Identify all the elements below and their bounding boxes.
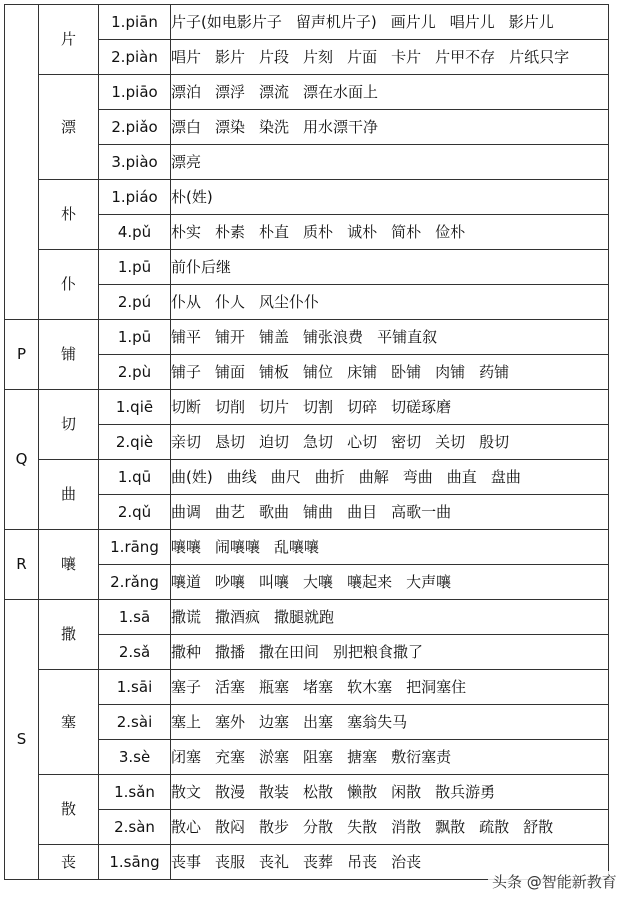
example-word: 漂染 (215, 117, 246, 136)
example-word: 铺曲 (303, 502, 334, 521)
example-words-cell (171, 600, 609, 635)
character-cell: 塞 (39, 670, 99, 775)
pinyin-reading-cell: 1.piáo (99, 180, 171, 215)
example-word: 大嚷 (303, 572, 334, 591)
example-word: 用水漂干净 (303, 117, 379, 136)
example-words-cell (171, 320, 609, 355)
pinyin-reading-cell: 2.pú (99, 285, 171, 320)
table-row (5, 180, 609, 215)
character-cell: 漂 (39, 75, 99, 180)
pinyin-reading-cell: 2.sài (99, 705, 171, 740)
example-word: 铺盖 (259, 327, 290, 346)
character-cell: 撒 (39, 600, 99, 670)
example-word: 撒种 (171, 642, 202, 661)
example-words-cell (171, 565, 609, 600)
pinyin-reading-cell: 2.rǎng (99, 565, 171, 600)
example-word: 切削 (215, 397, 246, 416)
example-word: 懒散 (347, 782, 378, 801)
example-words-cell (171, 705, 609, 740)
example-words-cell (171, 390, 609, 425)
example-word: 切片 (259, 397, 290, 416)
example-word: 丧礼 (259, 852, 290, 871)
example-word: 阻塞 (303, 747, 334, 766)
example-word: 诚朴 (347, 222, 378, 241)
example-word: 治丧 (391, 852, 422, 871)
example-word: 散步 (259, 817, 290, 836)
character-cell: 仆 (39, 250, 99, 320)
example-word: 漂亮 (171, 152, 202, 171)
example-word: 俭朴 (435, 222, 466, 241)
character-cell: 嚷 (39, 530, 99, 600)
example-word: 漂浮 (215, 82, 246, 101)
example-word: 飘散 (435, 817, 466, 836)
example-word: 边塞 (259, 712, 290, 731)
example-word: 充塞 (215, 747, 246, 766)
example-word: 曲线 (226, 467, 257, 486)
example-word: 片面 (347, 47, 378, 66)
example-words-cell (171, 740, 609, 775)
example-word: 塞外 (215, 712, 246, 731)
table-body (5, 5, 609, 880)
example-word: 嚷起来 (347, 572, 393, 591)
example-word: 曲艺 (215, 502, 246, 521)
example-words-cell (171, 110, 609, 145)
character-cell: 片 (39, 5, 99, 75)
example-word: 片子(如电影片子 (171, 12, 282, 31)
example-word: 朴素 (215, 222, 246, 241)
pinyin-reading-cell: 1.qū (99, 460, 171, 495)
example-word: 撒谎 (171, 607, 202, 626)
example-words-cell (171, 460, 609, 495)
example-word: 闹嚷嚷 (215, 537, 261, 556)
example-word: 曲尺 (270, 467, 301, 486)
pinyin-reading-cell: 1.pū (99, 250, 171, 285)
character-cell: 丧 (39, 845, 99, 880)
example-word: 唱片 (171, 47, 202, 66)
example-word: 曲解 (358, 467, 389, 486)
example-word: 吵嚷 (215, 572, 246, 591)
example-word: 高歌一曲 (391, 502, 452, 521)
example-word: 撒腿就跑 (274, 607, 335, 626)
example-word: 朴实 (171, 222, 202, 241)
example-word: 卧铺 (391, 362, 422, 381)
example-word: 吊丧 (347, 852, 378, 871)
example-word: 撒播 (215, 642, 246, 661)
table-row (5, 600, 609, 635)
table-row (5, 460, 609, 495)
pinyin-reading-cell: 2.qǔ (99, 495, 171, 530)
example-word: 影片 (215, 47, 246, 66)
example-word: 散心 (171, 817, 202, 836)
pinyin-reading-cell: 1.piāo (99, 75, 171, 110)
example-word: 消散 (391, 817, 422, 836)
pinyin-reading-cell: 2.pù (99, 355, 171, 390)
example-word: 卡片 (391, 47, 422, 66)
example-word: 铺子 (171, 362, 202, 381)
example-words-cell (171, 5, 609, 40)
example-word: 盘曲 (490, 467, 521, 486)
example-word: 漂白 (171, 117, 202, 136)
example-word: 染洗 (259, 117, 290, 136)
example-word: 切碎 (347, 397, 378, 416)
example-word: 唱片儿 (449, 12, 495, 31)
example-word: 铺位 (303, 362, 334, 381)
pinyin-reading-cell: 4.pǔ (99, 215, 171, 250)
example-word: 疏散 (479, 817, 510, 836)
example-word: 曲目 (347, 502, 378, 521)
pinyin-reading-cell: 2.sǎ (99, 635, 171, 670)
example-word: 撒在田间 (259, 642, 320, 661)
example-word: 铺面 (215, 362, 246, 381)
example-word: 漂泊 (171, 82, 202, 101)
example-word: 散兵游勇 (435, 782, 496, 801)
pinyin-reading-cell: 2.sàn (99, 810, 171, 845)
example-word: 铺板 (259, 362, 290, 381)
example-word: 曲折 (314, 467, 345, 486)
pinyin-reading-cell: 1.sǎn (99, 775, 171, 810)
example-word: 画片儿 (390, 12, 436, 31)
example-word: 分散 (303, 817, 334, 836)
example-words-cell (171, 180, 609, 215)
example-word: 切割 (303, 397, 334, 416)
example-word: 铺张浪费 (303, 327, 364, 346)
example-word: 关切 (435, 432, 466, 451)
example-word: 切断 (171, 397, 202, 416)
example-word: 片段 (259, 47, 290, 66)
example-word: 堵塞 (303, 677, 334, 696)
example-word: 散闷 (215, 817, 246, 836)
example-word: 殷切 (479, 432, 510, 451)
pinyin-reading-cell: 2.qiè (99, 425, 171, 460)
watermark: 头条 @智能新教育 (488, 871, 621, 892)
character-cell: 切 (39, 390, 99, 460)
table-row (5, 530, 609, 565)
character-cell: 散 (39, 775, 99, 845)
example-word: 塞翁失马 (347, 712, 408, 731)
example-word: 片纸只字 (509, 47, 570, 66)
initial-letter-cell: P (5, 320, 39, 390)
initial-letter-cell: Q (5, 390, 39, 530)
example-word: 搪塞 (347, 747, 378, 766)
example-word: 把洞塞住 (406, 677, 467, 696)
pinyin-reading-cell: 1.piān (99, 5, 171, 40)
example-word: 漂在水面上 (303, 82, 379, 101)
example-word: 闭塞 (171, 747, 202, 766)
example-word: 朴(姓) (171, 187, 213, 206)
example-word: 活塞 (215, 677, 246, 696)
character-cell: 铺 (39, 320, 99, 390)
pinyin-reading-cell: 1.rāng (99, 530, 171, 565)
example-word: 朴直 (259, 222, 290, 241)
example-word: 闲散 (391, 782, 422, 801)
example-word: 大声嚷 (406, 572, 452, 591)
example-words-cell (171, 495, 609, 530)
example-words-cell (171, 355, 609, 390)
example-word: 嚷道 (171, 572, 202, 591)
example-word: 瓶塞 (259, 677, 290, 696)
example-word: 漂流 (259, 82, 290, 101)
example-word: 散装 (259, 782, 290, 801)
example-word: 撒酒疯 (215, 607, 261, 626)
example-word: 丧葬 (303, 852, 334, 871)
character-cell: 曲 (39, 460, 99, 530)
example-word: 床铺 (347, 362, 378, 381)
example-word: 曲调 (171, 502, 202, 521)
example-word: 丧服 (215, 852, 246, 871)
table-row (5, 670, 609, 705)
example-words-cell (171, 425, 609, 460)
example-word: 丧事 (171, 852, 202, 871)
character-cell: 朴 (39, 180, 99, 250)
pinyin-reading-cell: 2.piǎo (99, 110, 171, 145)
example-word: 肉铺 (435, 362, 466, 381)
example-word: 药铺 (479, 362, 510, 381)
example-words-cell (171, 530, 609, 565)
example-word: 铺开 (215, 327, 246, 346)
pinyin-reading-cell: 1.pū (99, 320, 171, 355)
pinyin-reading-cell: 3.sè (99, 740, 171, 775)
pinyin-reading-cell: 1.sāi (99, 670, 171, 705)
table-row (5, 75, 609, 110)
example-word: 密切 (391, 432, 422, 451)
pinyin-reading-cell: 3.piào (99, 145, 171, 180)
example-words-cell (171, 670, 609, 705)
example-words-cell (171, 775, 609, 810)
example-words-cell (171, 285, 609, 320)
example-word: 心切 (347, 432, 378, 451)
example-word: 曲(姓) (171, 467, 213, 486)
pinyin-reading-cell: 1.sāng (99, 845, 171, 880)
pinyin-reading-cell: 1.qiē (99, 390, 171, 425)
example-word: 曲直 (446, 467, 477, 486)
example-word: 敷衍塞责 (391, 747, 452, 766)
example-word: 片刻 (303, 47, 334, 66)
example-word: 嚷嚷 (171, 537, 202, 556)
example-word: 切磋琢磨 (391, 397, 452, 416)
example-words-cell (171, 75, 609, 110)
example-word: 叫嚷 (259, 572, 290, 591)
pinyin-table (4, 4, 609, 880)
example-word: 塞上 (171, 712, 202, 731)
example-word: 别把粮食撒了 (333, 642, 424, 661)
example-word: 影片儿 (508, 12, 554, 31)
example-word: 歌曲 (259, 502, 290, 521)
example-word: 急切 (303, 432, 334, 451)
example-word: 散文 (171, 782, 202, 801)
example-word: 出塞 (303, 712, 334, 731)
example-word: 塞子 (171, 677, 202, 696)
example-word: 舒散 (523, 817, 554, 836)
table-row (5, 5, 609, 40)
table-row (5, 320, 609, 355)
example-words-cell (171, 250, 609, 285)
example-word: 散漫 (215, 782, 246, 801)
example-word: 仆从 (171, 292, 202, 311)
table-row (5, 250, 609, 285)
example-word: 片甲不存 (435, 47, 496, 66)
pinyin-reading-cell: 2.piàn (99, 40, 171, 75)
example-word: 简朴 (391, 222, 422, 241)
example-word: 前仆后继 (171, 257, 232, 276)
table-row (5, 390, 609, 425)
example-word: 失散 (347, 817, 378, 836)
example-word: 仆人 (215, 292, 246, 311)
example-word: 迫切 (259, 432, 290, 451)
example-words-cell (171, 145, 609, 180)
initial-letter-cell (5, 5, 39, 320)
example-words-cell (171, 40, 609, 75)
example-word: 平铺直叙 (377, 327, 438, 346)
example-word: 乱嚷嚷 (274, 537, 320, 556)
example-words-cell (171, 215, 609, 250)
example-words-cell (171, 635, 609, 670)
initial-letter-cell: S (5, 600, 39, 880)
example-word: 质朴 (303, 222, 334, 241)
example-word: 弯曲 (402, 467, 433, 486)
pinyin-reading-cell: 1.sā (99, 600, 171, 635)
example-word: 风尘仆仆 (259, 292, 320, 311)
example-word: 留声机片子) (295, 12, 377, 31)
example-word: 恳切 (215, 432, 246, 451)
example-word: 软木塞 (347, 677, 393, 696)
example-words-cell (171, 810, 609, 845)
table-row (5, 775, 609, 810)
example-word: 亲切 (171, 432, 202, 451)
initial-letter-cell: R (5, 530, 39, 600)
example-word: 松散 (303, 782, 334, 801)
example-word: 铺平 (171, 327, 202, 346)
example-word: 淤塞 (259, 747, 290, 766)
